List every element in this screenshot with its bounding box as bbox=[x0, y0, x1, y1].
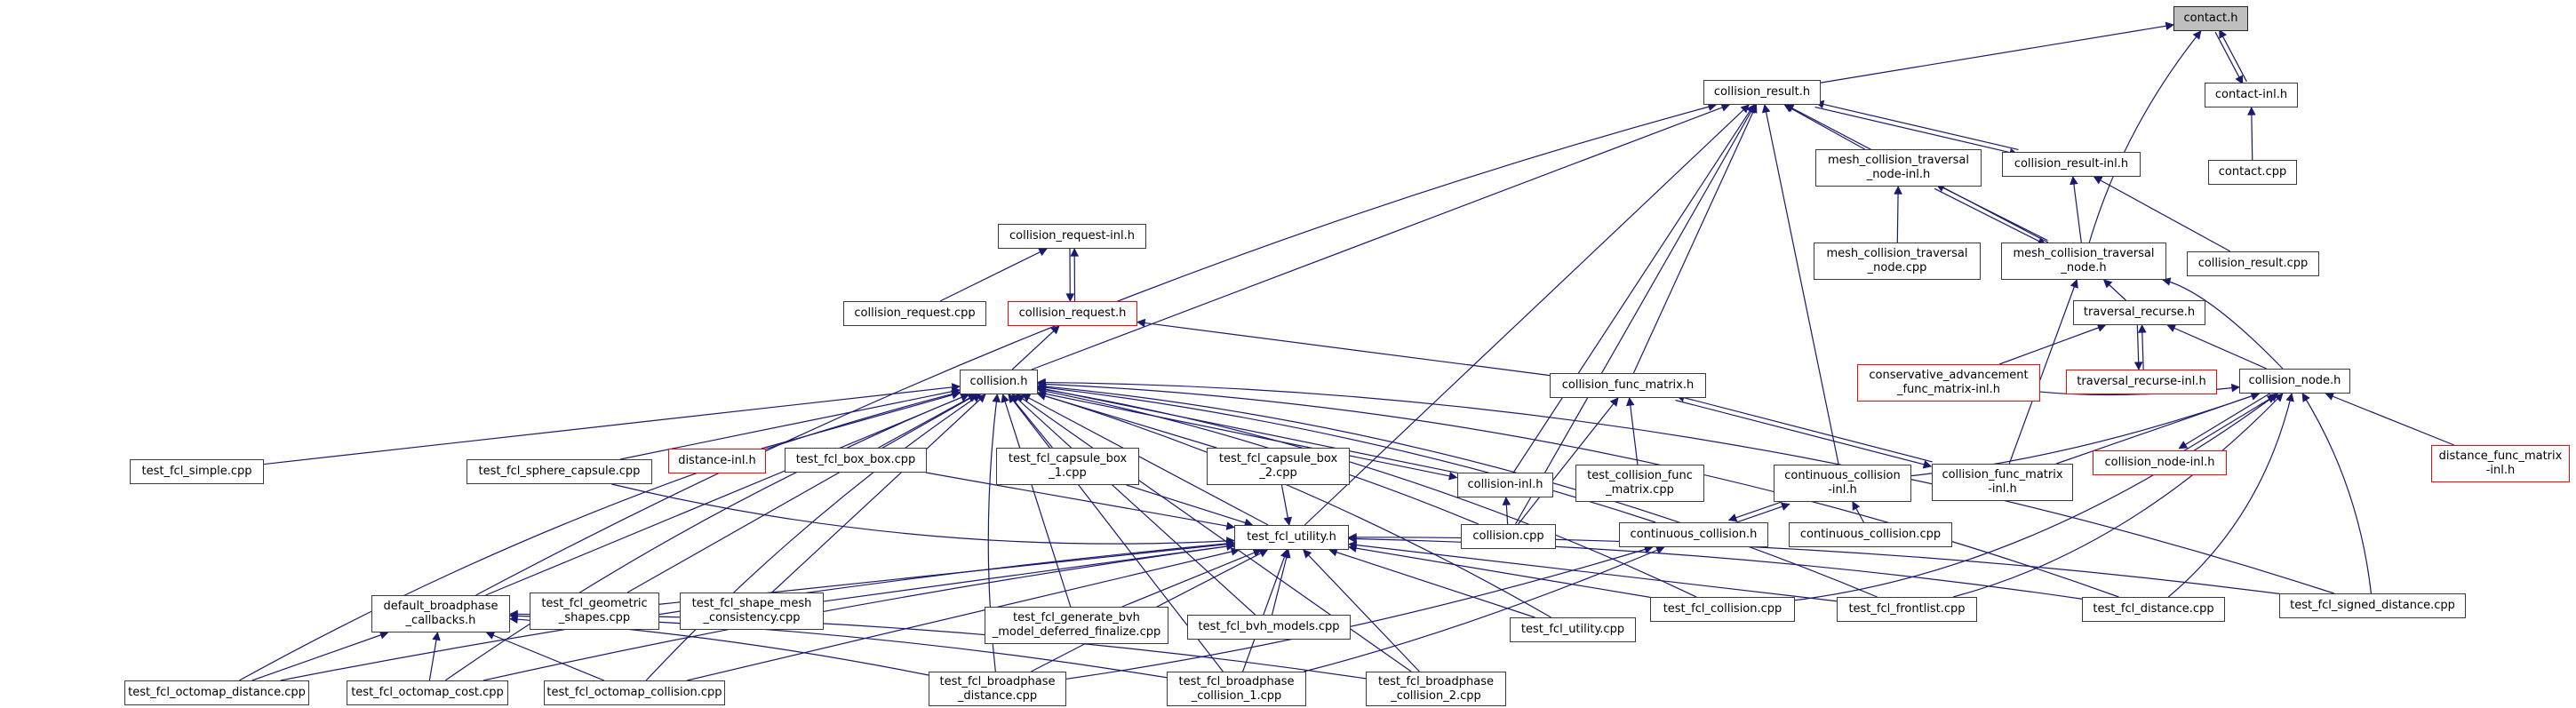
graph-node-label: collision.cpp bbox=[1472, 529, 1544, 543]
graph-node-contact-inl-h[interactable] bbox=[2205, 83, 2298, 107]
graph-node-test-collision-func-matrix-cpp[interactable] bbox=[1575, 465, 1704, 502]
graph-node-collision-func-matrix-inl-h[interactable] bbox=[1932, 464, 2073, 501]
graph-node-label: -inl.h bbox=[1988, 482, 2017, 496]
include-edge bbox=[1897, 187, 1898, 243]
graph-node-test-octomap-distance[interactable] bbox=[124, 680, 309, 705]
graph-node-label: continuous_collision bbox=[1784, 469, 1901, 482]
graph-node-label: conservative_advancement bbox=[1869, 369, 2029, 382]
graph-node-collision-request-cpp[interactable] bbox=[843, 301, 986, 326]
graph-node-collision-result-cpp[interactable] bbox=[2187, 251, 2319, 276]
graph-node-label: collision_result.h bbox=[1713, 85, 1811, 99]
graph-node-label: test_fcl_broadphase bbox=[939, 674, 1056, 688]
include-edge bbox=[1137, 322, 1550, 375]
graph-node-mesh-node-cpp[interactable] bbox=[1814, 243, 1981, 280]
graph-node-label: collision_result.cpp bbox=[2197, 257, 2309, 270]
graph-node-label: test_fcl_simple.cpp bbox=[141, 465, 252, 478]
graph-node-label: _func_matrix-inl.h bbox=[1896, 383, 2001, 396]
graph-node-label: continuous_collision.cpp bbox=[1799, 528, 1942, 541]
include-edge bbox=[1633, 105, 1756, 373]
graph-node-label: _node-inl.h bbox=[1866, 168, 1931, 181]
graph-node-distance-inl-h[interactable] bbox=[668, 449, 766, 473]
graph-node-label: _distance.cpp bbox=[957, 688, 1038, 703]
include-edge bbox=[1349, 547, 1650, 598]
graph-node-test-utility-h[interactable] bbox=[1234, 525, 1349, 550]
include-edge bbox=[2104, 280, 2126, 300]
include-edge bbox=[486, 632, 603, 680]
graph-node-label: _node.h bbox=[2061, 261, 2107, 274]
graph-node-continuous-collision-h[interactable] bbox=[1619, 522, 1768, 547]
graph-node-test-sphere-capsule[interactable] bbox=[467, 459, 652, 484]
graph-node-test-capsule-box-2[interactable] bbox=[1207, 448, 1350, 485]
include-edge bbox=[2167, 325, 2266, 369]
include-edge bbox=[1815, 107, 2018, 155]
include-edge bbox=[486, 394, 969, 595]
graph-node-label: distance-inl.h bbox=[678, 454, 756, 467]
include-edge bbox=[2094, 177, 2230, 251]
include-edge bbox=[2179, 392, 2273, 449]
include-edge bbox=[1934, 188, 2046, 244]
graph-node-label: mesh_collision_traversal bbox=[2013, 247, 2155, 260]
graph-node-label: test_fcl_geometric bbox=[541, 597, 648, 610]
graph-node-mesh-node-h[interactable] bbox=[2001, 243, 2166, 280]
graph-node-test-broadphase-collision-1[interactable] bbox=[1167, 672, 1306, 706]
include-edge bbox=[2252, 107, 2253, 160]
graph-node-label: traversal_recurse-inl.h bbox=[2077, 375, 2206, 388]
graph-node-test-octomap-cost[interactable] bbox=[347, 680, 508, 705]
graph-node-collision-result-h[interactable] bbox=[1703, 80, 1821, 105]
graph-node-collision-cpp[interactable] bbox=[1461, 524, 1556, 549]
graph-node-continuous-collision-inl-h[interactable] bbox=[1774, 465, 1911, 502]
include-edge bbox=[1272, 550, 1288, 615]
graph-node-label: contact.cpp bbox=[2218, 165, 2287, 179]
graph-node-label: test_fcl_utility.cpp bbox=[1520, 623, 1625, 636]
include-edge bbox=[1012, 394, 1255, 615]
graph-node-label: collision_node.h bbox=[2248, 374, 2341, 387]
graph-node-label: mesh_collision_traversal bbox=[1826, 247, 1968, 260]
include-edge bbox=[2220, 30, 2247, 82]
include-edge bbox=[429, 632, 437, 680]
graph-node-continuous-collision-cpp[interactable] bbox=[1789, 522, 1952, 547]
include-edge bbox=[1675, 401, 1931, 466]
include-edge bbox=[2073, 177, 2082, 243]
graph-node-collision-node-inl-h[interactable] bbox=[2093, 450, 2227, 475]
graph-node-label: contact.h bbox=[2183, 12, 2238, 25]
graph-node-distance-func-matrix-inl-h[interactable] bbox=[2431, 445, 2570, 482]
include-edge bbox=[940, 249, 1047, 301]
include-edge bbox=[1009, 394, 1052, 448]
include-edge bbox=[1515, 105, 1755, 524]
graph-node-label: test_fcl_frontlist.cpp bbox=[1848, 602, 1966, 616]
graph-node-label: _collision_1.cpp bbox=[1191, 688, 1282, 703]
include-edge bbox=[1506, 497, 1508, 524]
include-edge bbox=[2168, 394, 2292, 597]
graph-node-label: continuous_collision.h bbox=[1630, 528, 1758, 541]
graph-node-test-capsule-box-1[interactable] bbox=[996, 448, 1139, 485]
graph-node-collision-inl-h[interactable] bbox=[1457, 473, 1553, 497]
graph-node-label: mesh_collision_traversal bbox=[1828, 154, 1969, 167]
graph-node-label: test_fcl_octomap_distance.cpp bbox=[128, 686, 306, 699]
graph-node-label: _shapes.cpp bbox=[558, 611, 631, 624]
graph-node-label: collision_result-inl.h bbox=[2014, 157, 2129, 171]
graph-node-test-shape-mesh[interactable] bbox=[680, 593, 824, 630]
graph-node-label: collision-inl.h bbox=[1467, 478, 1543, 491]
graph-node-label: -inl.h bbox=[1828, 483, 1857, 497]
graph-node-test-simple[interactable] bbox=[130, 459, 264, 484]
graph-node-label: test_fcl_collision.cpp bbox=[1663, 602, 1782, 616]
include-edge bbox=[1304, 550, 1420, 672]
graph-node-label: test_fcl_octomap_collision.cpp bbox=[546, 686, 722, 699]
graph-node-label: -inl.h bbox=[2485, 464, 2516, 477]
include-edge bbox=[1936, 185, 2047, 241]
graph-node-collision-result-inl-h[interactable] bbox=[2002, 152, 2141, 177]
graph-node-label: contact-inl.h bbox=[2214, 88, 2288, 101]
graph-node-label: distance_func_matrix bbox=[2438, 449, 2563, 463]
graph-node-test-broadphase-distance[interactable] bbox=[929, 672, 1066, 706]
graph-node-label: test_collision_func bbox=[1587, 469, 1693, 482]
graph-node-label: test_fcl_capsule_box bbox=[1008, 452, 1128, 465]
graph-node-label: collision_func_matrix bbox=[1942, 468, 2063, 481]
graph-node-default-broadphase[interactable] bbox=[371, 595, 510, 632]
graph-node-label: _consistency.cpp bbox=[703, 611, 801, 624]
graph-node-collision-request-h[interactable] bbox=[1008, 301, 1137, 326]
include-edge bbox=[2325, 394, 2453, 445]
include-edge bbox=[1630, 398, 1638, 465]
graph-node-collision-h[interactable] bbox=[960, 370, 1038, 394]
include-edge bbox=[2142, 325, 2144, 370]
graph-node-label: _model_deferred_finalize.cpp bbox=[992, 625, 1161, 639]
include-edge bbox=[1304, 547, 1663, 672]
graph-node-label: test_fcl_capsule_box bbox=[1218, 452, 1338, 465]
graph-node-label: test_fcl_shape_mesh bbox=[691, 597, 812, 610]
graph-node-mesh-node-inl-h[interactable] bbox=[1815, 149, 1982, 187]
include-edge bbox=[445, 394, 969, 680]
graph-node-label: test_fcl_generate_bvh bbox=[1013, 611, 1140, 624]
graph-node-collision-node-h[interactable] bbox=[2239, 369, 2350, 394]
include-edge bbox=[2137, 325, 2139, 370]
graph-node-label: test_fcl_box_box.cpp bbox=[795, 453, 916, 466]
graph-node-label: collision.h bbox=[969, 375, 1028, 388]
include-edge bbox=[1730, 504, 1789, 524]
graph-node-collision-request-inl-h[interactable] bbox=[998, 224, 1146, 249]
include-edge bbox=[1821, 25, 2173, 83]
graph-node-label: _collision_2.cpp bbox=[1391, 688, 1481, 703]
graph-node-conservative-adv[interactable] bbox=[1857, 364, 2040, 402]
graph-node-test-signed-distance-cpp[interactable] bbox=[2279, 593, 2466, 618]
graph-node-traversal-recurse-inl-h[interactable] bbox=[2066, 370, 2217, 394]
graph-node-test-box-box[interactable] bbox=[785, 448, 927, 473]
include-edge bbox=[2089, 31, 2201, 243]
graph-node-test-octomap-collision[interactable] bbox=[544, 680, 725, 705]
include-edge bbox=[1677, 395, 1933, 461]
graph-node-label: collision_func_matrix.h bbox=[1561, 378, 1695, 392]
include-edge bbox=[1853, 502, 1863, 522]
include-edge bbox=[611, 484, 1234, 544]
graph-node-label: test_fcl_octomap_cost.cpp bbox=[351, 686, 504, 699]
graph-node-test-broadphase-collision-2[interactable] bbox=[1366, 672, 1506, 706]
graph-node-test-generate-bvh[interactable] bbox=[985, 607, 1168, 644]
graph-node-test-frontlist-cpp[interactable] bbox=[1837, 597, 1977, 622]
graph-node-test-distance-cpp[interactable] bbox=[2082, 597, 2225, 622]
include-edge bbox=[1281, 485, 1288, 525]
include-edge bbox=[772, 394, 985, 593]
graph-node-label: collision_node-inl.h bbox=[2104, 456, 2215, 469]
graph-node-label: _matrix.cpp bbox=[1606, 483, 1674, 497]
include-edge bbox=[824, 545, 1234, 601]
graph-node-label: collision_request.h bbox=[1018, 306, 1127, 320]
graph-node-label: test_fcl_distance.cpp bbox=[2093, 602, 2214, 616]
graph-node-label: _callbacks.h bbox=[405, 614, 476, 627]
graph-node-test-bvh-models[interactable] bbox=[1187, 615, 1351, 640]
include-edge bbox=[1304, 105, 1749, 525]
graph-node-label: _1.cpp bbox=[1049, 466, 1087, 480]
include-edge bbox=[1999, 325, 2105, 364]
graph-node-label: test_fcl_broadphase bbox=[1377, 674, 1494, 688]
graph-node-label: test_fcl_bvh_models.cpp bbox=[1198, 620, 1340, 633]
include-edge bbox=[1729, 500, 1788, 521]
graph-node-label: collision_request.cpp bbox=[854, 306, 976, 320]
graph-node-label: test_fcl_signed_distance.cpp bbox=[2290, 599, 2455, 612]
graph-node-test-geometric-shapes[interactable] bbox=[530, 593, 659, 630]
graph-node-label: _node.cpp bbox=[1867, 261, 1927, 274]
graph-node-test-utility-cpp[interactable] bbox=[1510, 617, 1636, 642]
graph-node-label: test_fcl_sphere_capsule.cpp bbox=[478, 465, 641, 478]
graph-node-label: test_fcl_utility.h bbox=[1247, 530, 1336, 544]
graph-node-collision-func-matrix-h[interactable] bbox=[1550, 373, 1706, 398]
graph-node-label: test_fcl_broadphase bbox=[1178, 674, 1295, 688]
graph-node-traversal-recurse-h[interactable] bbox=[2073, 300, 2205, 325]
graph-node-test-collision-cpp[interactable] bbox=[1650, 597, 1795, 622]
include-edge bbox=[1012, 326, 1059, 370]
include-edge bbox=[2302, 394, 2371, 593]
include-edge bbox=[627, 394, 977, 593]
graph-node-contact-cpp[interactable] bbox=[2208, 160, 2297, 185]
graph-node-contact-h[interactable] bbox=[2173, 6, 2248, 31]
include-edge bbox=[1816, 102, 2019, 149]
include-edge bbox=[1243, 550, 1288, 672]
graph-node-label: default_broadphase bbox=[383, 600, 498, 613]
graph-node-label: _2.cpp bbox=[1259, 466, 1297, 480]
graph-node-label: collision_request-inl.h bbox=[1009, 229, 1135, 243]
graph-node-label: traversal_recurse.h bbox=[2083, 306, 2196, 319]
include-edge bbox=[2215, 32, 2243, 84]
